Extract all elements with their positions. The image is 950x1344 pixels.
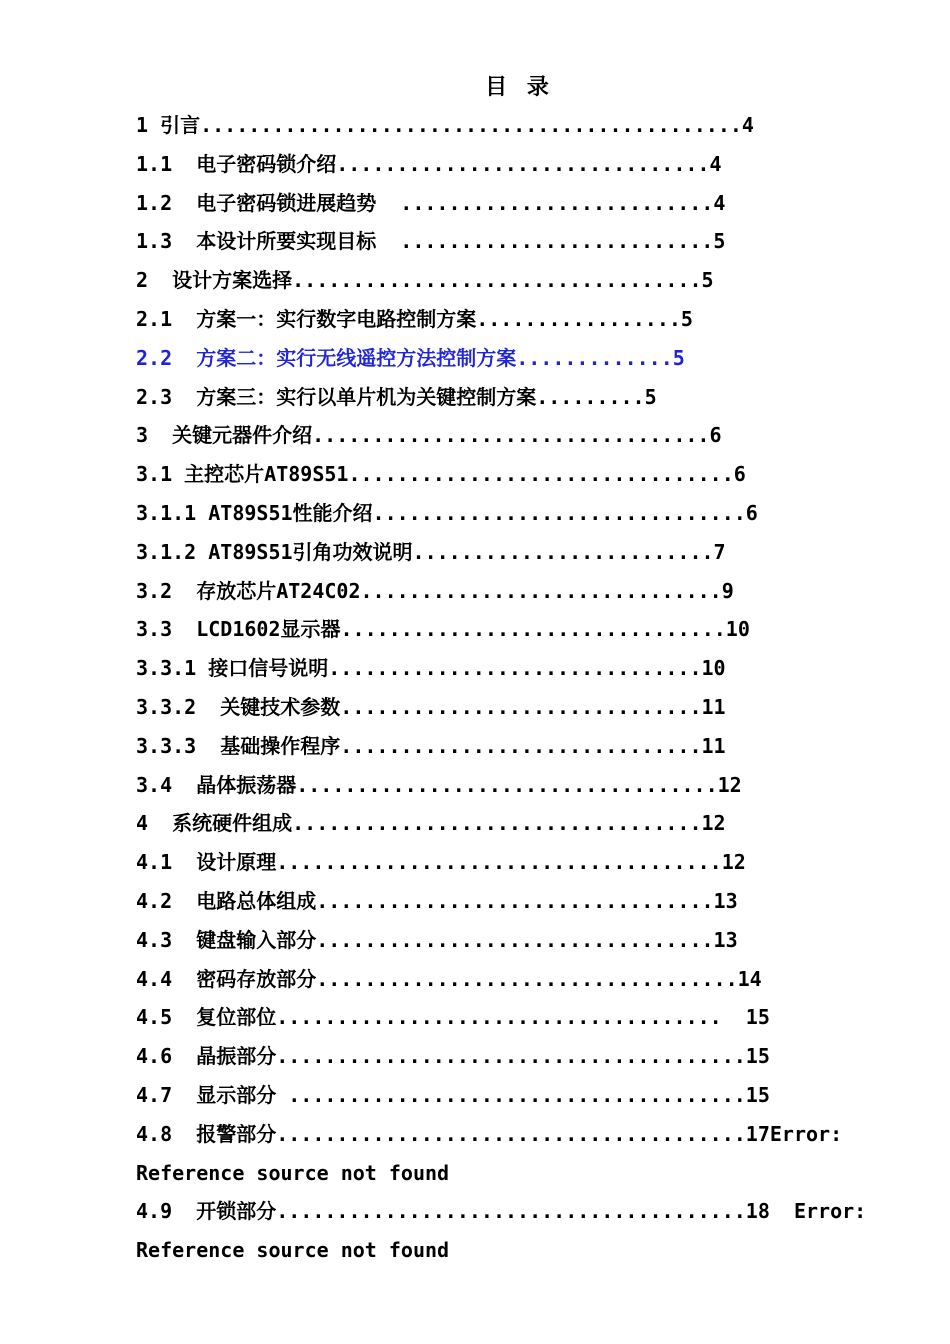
toc-entry[interactable]: 4.2 电路总体组成.................................13 — [136, 888, 738, 913]
toc-entry[interactable]: 4.4 密码存放部分...................................14 — [136, 966, 762, 991]
toc-entry[interactable]: 3.3.2 关键技术参数..............................11 — [136, 694, 726, 719]
toc-entry[interactable]: Reference source not found — [136, 1160, 450, 1185]
toc-entry[interactable]: 3.1.2 AT89S51引角功效说明.........................7 — [136, 539, 726, 564]
toc-entry[interactable]: 3 关键元器件介绍.................................6 — [136, 423, 722, 448]
toc-entry[interactable]: 2 设计方案选择..................................5 — [136, 268, 714, 293]
toc-entry[interactable]: 4.3 键盘输入部分.................................13 — [136, 927, 738, 952]
toc-entry[interactable]: 2.3 方案三：实行以单片机为关键控制方案.........5 — [136, 384, 657, 409]
toc-entry[interactable]: 3.1.1 AT89S51性能介绍...............................6 — [136, 500, 758, 525]
toc-entry[interactable]: 1.1 电子密码锁介绍...............................4 — [136, 151, 722, 176]
toc-entry[interactable]: 4.5 复位部位..................................... 15 — [136, 1005, 770, 1030]
toc-entry[interactable]: 4.7 显示部分 ......................................15 — [136, 1082, 770, 1107]
toc-entry[interactable]: 1.2 电子密码锁进展趋势 ..........................4 — [136, 190, 726, 215]
toc-entry[interactable]: 4.8 报警部分.......................................17Error: — [136, 1121, 843, 1146]
toc-entry[interactable]: 2.2 方案二：实行无线遥控方法控制方案.............5 — [136, 345, 685, 370]
toc-entry[interactable]: 1 引言.............................................4 — [136, 113, 754, 137]
toc-entry[interactable]: 4.9 开锁部分.......................................18 Error: — [136, 1199, 867, 1224]
toc-entry[interactable]: 3.3.3 基础操作程序..............................11 — [136, 733, 726, 758]
toc-entry[interactable]: 4 系统硬件组成..................................12 — [136, 811, 726, 836]
toc-entry[interactable]: 1.3 本设计所要实现目标 ..........................5 — [136, 229, 726, 254]
toc-entry[interactable]: 3.4 晶体振荡器...................................12 — [136, 772, 742, 797]
toc-entry[interactable]: 4.6 晶振部分.......................................15 — [136, 1044, 770, 1069]
table-of-contents — [136, 106, 896, 1270]
toc-entry[interactable]: Reference source not found — [136, 1238, 450, 1263]
toc-entry[interactable]: 3.3 LCD1602显示器................................10 — [136, 617, 750, 642]
toc-entry[interactable]: 3.2 存放芯片AT24C02..............................9 — [136, 578, 734, 603]
toc-entry[interactable]: 2.1 方案一：实行数字电路控制方案.................5 — [136, 306, 693, 331]
toc-entry[interactable]: 3.3.1 接口信号说明...............................10 — [136, 656, 726, 681]
toc-entry[interactable]: 4.1 设计原理.....................................12 — [136, 850, 746, 875]
page-title: 目 录 — [485, 75, 555, 100]
toc-entry[interactable]: 3.1 主控芯片AT89S51................................6 — [136, 462, 746, 487]
